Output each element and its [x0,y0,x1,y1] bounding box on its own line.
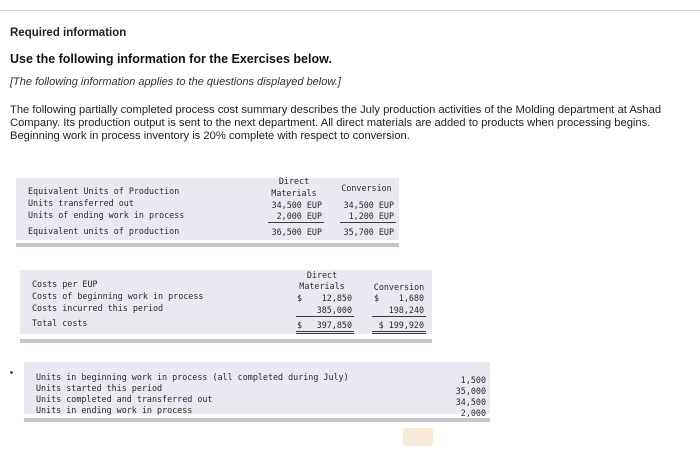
t1-row-label: Equivalent units of production [28,226,180,236]
t1-col-conversion: Conversion [341,183,392,193]
t2-dm-total: 397,850 [316,320,352,330]
t2-dm-underline [296,316,354,317]
t1-conv-value: 34,500 EUP [343,200,394,210]
t2-dm-dollar: $ [297,293,303,303]
highlight-smudge [403,428,433,446]
t1-dm-value: 34,500 EUP [271,200,322,210]
instructions-heading: Use the following information for the Exercises below. [10,52,332,66]
t1-conv-value: 35,700 EUP [343,227,394,237]
t3-row-label: Units completed and transferred out [36,394,213,404]
problem-description: The following partially completed process cost summary describes the July production activities of the Molding department at Ashad Company. Its production output is sent to the next department. All direct materials are added to products when processing begins. Beginning work in process inventory is 20% complete with respect to conversion. [10,104,662,143]
t3-value: 2,000 [460,408,486,418]
t2-col-conversion: Conversion [373,282,425,292]
t2-conv-underline [372,316,426,317]
t1-dm-underline [268,222,324,223]
t2-conv-total: $ 199,920 [378,320,424,330]
t2-col-dm-line1: Direct [306,270,338,280]
t2-row-label: Costs incurred this period [32,303,164,313]
t2-conv-value: 1,680 [398,293,424,303]
t1-row-label: Units of ending work in process [28,210,185,220]
t2-dm-value: 12,850 [321,293,352,303]
t1-col-dm-line1: Direct [278,176,310,186]
t1-conv-underline [340,222,396,223]
t3-row-label: Units in beginning work in process (all completed during July) [36,372,349,382]
t1-row-label: Units transferred out [28,198,134,208]
t3-value: 34,500 [455,397,486,407]
applies-note: [The following information applies to the questions displayed below.] [10,76,341,88]
t1-row-label: Equivalent Units of Production [28,186,180,196]
t3-row-label: Units started this period [36,383,163,393]
t1-col-dm-line2: Materials [271,188,317,198]
t2-row-label: Costs of beginning work in process [32,291,204,301]
t2-dm-value: 385,000 [316,305,352,315]
t3-row-label: Units in ending work in process [36,405,193,415]
t2-row-label: Costs per EUP [32,279,98,289]
t3-bottom-rule [24,418,490,422]
t1-conv-value: 1,200 EUP [348,211,394,221]
required-information-heading: Required information [10,27,127,39]
t2-row-label: Total costs [32,318,88,328]
t1-bottom-rule [16,243,399,247]
t2-dm-dollar: $ [297,320,303,330]
t2-conv-double-underline [372,331,426,334]
t2-col-dm-line2: Materials [299,281,345,291]
t1-dm-value: 2,000 EUP [276,211,322,221]
t2-bottom-rule [20,339,432,343]
t3-value: 35,000 [455,386,486,396]
t3-value: 1,500 [460,375,486,385]
t2-dm-double-underline [296,331,354,334]
bullet-mark [10,371,13,374]
top-divider [0,10,700,11]
t2-conv-dollar: $ [374,293,380,303]
t1-dm-value: 36,500 EUP [271,227,322,237]
t2-conv-value: 198,240 [388,305,424,315]
